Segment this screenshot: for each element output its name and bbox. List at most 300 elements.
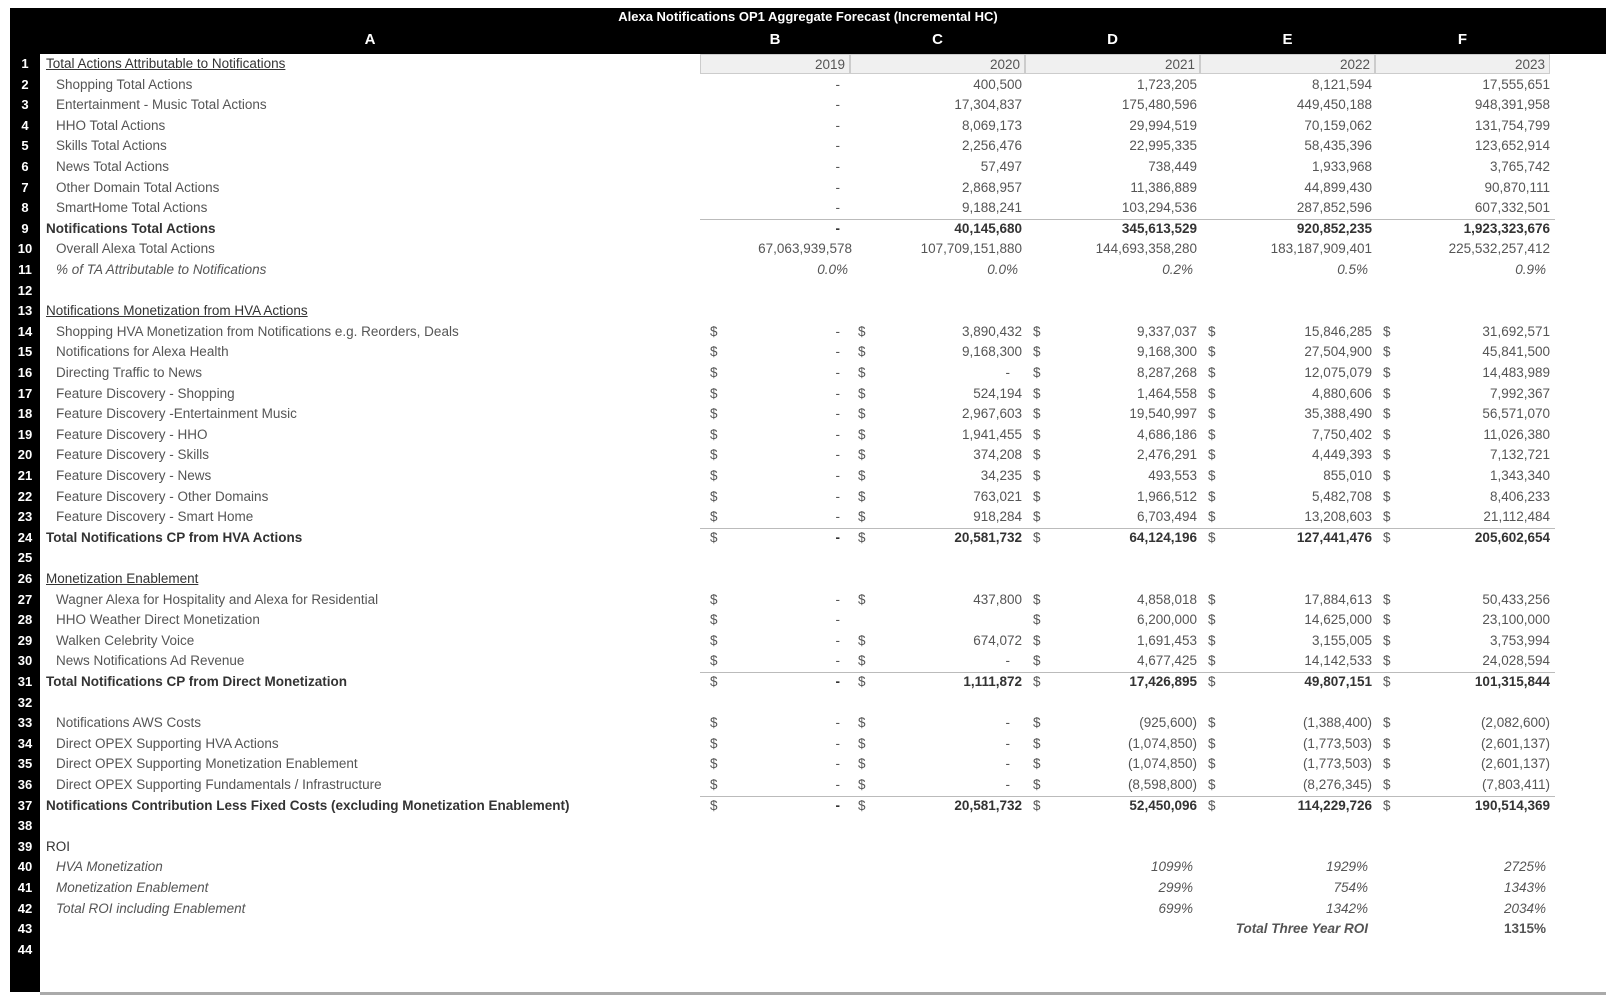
value-cell[interactable]: 9,168,300	[961, 344, 1022, 360]
value-cell[interactable]: 114,229,726	[1297, 797, 1372, 813]
column-header-f[interactable]: F	[1457, 31, 1468, 48]
row-number[interactable]: 30	[17, 653, 33, 669]
value-cell[interactable]: -	[835, 220, 840, 236]
row-label[interactable]: ROI	[46, 838, 71, 854]
value-cell[interactable]: -	[835, 323, 840, 339]
row-label[interactable]: Feature Discovery -Entertainment Music	[56, 406, 297, 422]
value-cell[interactable]: 1099%	[1150, 859, 1193, 875]
row-label[interactable]: Notifications Monetization from HVA Actions	[46, 303, 308, 319]
value-cell[interactable]: 11,386,889	[1130, 179, 1197, 195]
row-label[interactable]: Wagner Alexa for Hospitality and Alexa for Residential	[56, 591, 379, 607]
value-cell[interactable]: 90,870,111	[1484, 179, 1550, 195]
value-cell[interactable]: 225,532,257,412	[1448, 241, 1550, 257]
value-cell[interactable]: 40,145,680	[954, 220, 1022, 236]
value-cell[interactable]: -	[835, 179, 840, 195]
currency-symbol: $	[710, 468, 718, 483]
value-cell[interactable]: 0.2%	[1162, 262, 1193, 277]
value-cell[interactable]: -	[835, 406, 840, 422]
row-number[interactable]: 12	[17, 282, 33, 298]
value-cell[interactable]: (925,600)	[1139, 715, 1197, 731]
row-label[interactable]: Shopping Total Actions	[56, 76, 193, 92]
currency-symbol: $	[1033, 612, 1041, 628]
value-cell[interactable]: 5,482,708	[1311, 488, 1372, 504]
value-cell[interactable]: 144,693,358,280	[1095, 241, 1197, 257]
value-cell[interactable]: 24,028,594	[1482, 653, 1550, 669]
table-row	[10, 54, 1606, 75]
value-cell[interactable]: 855,010	[1323, 468, 1372, 483]
value-cell[interactable]: 8,121,594	[1311, 76, 1372, 92]
value-cell[interactable]: 400,500	[973, 76, 1022, 92]
year-header-cell[interactable]: 2022	[1200, 54, 1375, 74]
value-cell[interactable]: 754%	[1333, 880, 1368, 895]
currency-symbol: $	[1208, 612, 1216, 628]
row-label[interactable]: Notifications for Alexa Health	[56, 344, 229, 360]
currency-symbol: $	[858, 777, 866, 792]
currency-symbol: $	[1383, 529, 1391, 545]
value-cell[interactable]: 183,187,909,401	[1270, 241, 1372, 257]
row-label[interactable]: Walken Celebrity Voice	[56, 632, 195, 648]
value-cell[interactable]: 699%	[1158, 900, 1193, 916]
value-cell[interactable]: 19,540,997	[1129, 406, 1197, 422]
value-cell[interactable]: 49,807,151	[1304, 674, 1372, 689]
row-number[interactable]: 23	[17, 509, 33, 525]
value-cell[interactable]: 101,315,844	[1474, 674, 1550, 689]
row-label[interactable]: News Notifications Ad Revenue	[56, 653, 245, 669]
row-number[interactable]: 20	[17, 447, 33, 463]
column-header-a[interactable]: A	[364, 31, 376, 48]
column-header-e[interactable]: E	[1282, 31, 1293, 48]
value-cell[interactable]: 3,155,005	[1311, 632, 1372, 648]
row-number[interactable]: 6	[21, 159, 29, 174]
value-cell[interactable]: 127,441,476	[1296, 529, 1372, 545]
row-number[interactable]: 37	[17, 797, 33, 813]
table-row	[10, 796, 1606, 817]
row-label[interactable]: HHO Total Actions	[56, 117, 166, 133]
value-cell[interactable]: 3,890,432	[961, 323, 1022, 339]
currency-symbol: $	[1208, 591, 1216, 607]
row-number[interactable]: 14	[17, 323, 33, 339]
value-cell[interactable]: 70,159,062	[1304, 117, 1372, 133]
row-number[interactable]: 4	[21, 117, 29, 133]
value-cell[interactable]: 1,941,455	[961, 426, 1022, 442]
value-cell[interactable]: (2,601,137)	[1480, 735, 1550, 751]
row-number[interactable]: 7	[21, 179, 29, 195]
value-cell[interactable]: (8,598,800)	[1127, 777, 1197, 792]
currency-symbol: $	[858, 591, 866, 607]
value-cell[interactable]: -	[835, 653, 840, 669]
value-cell[interactable]: 44,899,430	[1304, 179, 1372, 195]
value-cell[interactable]: 1,723,205	[1136, 76, 1197, 92]
value-cell[interactable]: 175,480,596	[1121, 97, 1197, 113]
value-cell[interactable]: -	[835, 447, 840, 463]
value-cell[interactable]: -	[835, 365, 840, 380]
value-cell[interactable]: 29,994,519	[1129, 117, 1197, 133]
value-cell[interactable]: 67,063,939,578	[758, 241, 852, 257]
row-number[interactable]: 36	[17, 777, 33, 792]
table-row	[10, 940, 1606, 961]
row-label[interactable]: Shopping HVA Monetization from Notifications e.g. Reorders, Deals	[56, 323, 459, 339]
row-number[interactable]: 38	[17, 818, 33, 834]
value-cell[interactable]: 2,868,957	[961, 179, 1022, 195]
row-number[interactable]: 8	[21, 200, 29, 216]
row-label[interactable]: Feature Discovery - Other Domains	[56, 488, 269, 504]
row-number[interactable]: 41	[17, 880, 33, 895]
row-label[interactable]: Notifications AWS Costs	[56, 715, 202, 731]
currency-symbol: $	[1208, 797, 1216, 813]
table-row	[10, 837, 1606, 858]
value-cell[interactable]: -	[1005, 735, 1010, 751]
value-cell[interactable]: -	[835, 612, 840, 628]
row-label[interactable]: Other Domain Total Actions	[56, 179, 220, 195]
currency-symbol: $	[858, 653, 866, 669]
value-cell[interactable]: 8,287,268	[1136, 365, 1197, 380]
row-number[interactable]: 2	[21, 76, 29, 92]
value-cell[interactable]: 3,753,994	[1489, 632, 1550, 648]
value-cell[interactable]: (1,074,850)	[1127, 735, 1197, 751]
value-cell[interactable]: 17,304,837	[954, 97, 1022, 113]
row-number[interactable]: 11	[18, 262, 32, 277]
value-cell[interactable]: 1315%	[1503, 921, 1546, 937]
value-cell[interactable]: 52,450,096	[1129, 797, 1197, 813]
value-cell[interactable]: 14,142,533	[1304, 653, 1372, 669]
row-label[interactable]: Directing Traffic to News	[56, 365, 203, 380]
value-cell[interactable]: 131,754,799	[1474, 117, 1550, 133]
value-cell[interactable]: -	[835, 735, 840, 751]
row-label[interactable]: Notifications Contribution Less Fixed Costs (excluding Monetization Enablement)	[46, 797, 570, 813]
value-cell[interactable]: -	[835, 591, 840, 607]
value-cell[interactable]: 920,852,235	[1296, 220, 1372, 236]
row-number[interactable]: 24	[17, 529, 33, 545]
value-cell[interactable]: -	[835, 97, 840, 113]
value-cell[interactable]: 1342%	[1325, 900, 1368, 916]
value-cell[interactable]: -	[835, 756, 840, 772]
currency-symbol: $	[1033, 406, 1041, 422]
row-number[interactable]: 17	[17, 385, 33, 401]
row-label[interactable]: Overall Alexa Total Actions	[56, 241, 215, 257]
value-cell[interactable]: 2725%	[1503, 859, 1546, 875]
value-cell[interactable]: -	[835, 159, 840, 174]
row-label[interactable]: % of TA Attributable to Notifications	[56, 262, 267, 277]
value-cell[interactable]: -	[835, 632, 840, 648]
row-label[interactable]: Feature Discovery - Smart Home	[56, 509, 254, 525]
year-header-cell[interactable]: 2020	[850, 54, 1025, 74]
value-cell[interactable]: 345,613,529	[1121, 220, 1197, 236]
value-cell[interactable]: 20,581,732	[954, 529, 1022, 545]
value-cell[interactable]: 8,406,233	[1489, 488, 1550, 504]
value-cell[interactable]: 1343%	[1503, 880, 1546, 895]
row-number[interactable]: 43	[17, 921, 33, 937]
total-border	[700, 672, 1555, 673]
value-cell[interactable]: -	[835, 777, 840, 792]
currency-symbol: $	[858, 406, 866, 422]
value-cell[interactable]: -	[835, 117, 840, 133]
value-cell[interactable]: (8,276,345)	[1302, 777, 1372, 792]
value-cell[interactable]: (2,082,600)	[1480, 715, 1550, 731]
value-cell[interactable]: 524,194	[973, 385, 1022, 401]
column-header-b[interactable]: B	[769, 31, 781, 48]
row-label[interactable]: SmartHome Total Actions	[56, 200, 208, 216]
table-row	[10, 713, 1606, 734]
row-label[interactable]: HVA Monetization	[56, 859, 163, 875]
value-cell[interactable]: 287,852,596	[1296, 200, 1372, 216]
row-number[interactable]: 25	[17, 550, 33, 566]
row-number[interactable]: 31	[17, 674, 33, 689]
year-header-cell[interactable]: 2021	[1025, 54, 1200, 74]
value-cell[interactable]: (1,773,503)	[1302, 756, 1372, 772]
value-cell[interactable]: 35,388,490	[1304, 406, 1372, 422]
value-cell[interactable]: 1,343,340	[1489, 468, 1550, 483]
value-cell[interactable]: 4,449,393	[1311, 447, 1372, 463]
currency-symbol: $	[858, 797, 866, 813]
currency-symbol: $	[858, 756, 866, 772]
currency-symbol: $	[1208, 653, 1216, 669]
value-cell[interactable]: 9,168,300	[1136, 344, 1197, 360]
value-cell[interactable]: -	[835, 138, 840, 154]
row-label[interactable]: Total Actions Attributable to Notifications	[46, 56, 286, 71]
total-roi-label[interactable]: Total Three Year ROI	[1235, 921, 1368, 937]
row-number[interactable]: 16	[17, 365, 33, 380]
value-cell[interactable]: -	[835, 674, 840, 689]
value-cell[interactable]: (1,074,850)	[1127, 756, 1197, 772]
value-cell[interactable]: 34,235	[980, 468, 1022, 483]
year-header-cell[interactable]: 2023	[1375, 54, 1550, 74]
value-cell[interactable]: 15,846,285	[1304, 323, 1372, 339]
value-cell[interactable]: 190,514,369	[1474, 797, 1550, 813]
value-cell[interactable]: 0.0%	[987, 262, 1018, 277]
currency-symbol: $	[1208, 365, 1216, 380]
value-cell[interactable]: 9,188,241	[961, 200, 1022, 216]
value-cell[interactable]: -	[835, 76, 840, 92]
row-label[interactable]: Notifications Total Actions	[46, 220, 216, 236]
value-cell[interactable]: 674,072	[973, 632, 1022, 648]
row-number[interactable]: 32	[17, 694, 33, 710]
value-cell[interactable]: 763,021	[973, 488, 1022, 504]
currency-symbol: $	[858, 426, 866, 442]
currency-symbol: $	[1383, 385, 1391, 401]
value-cell[interactable]: -	[835, 200, 840, 216]
value-cell[interactable]: -	[835, 529, 840, 545]
value-cell[interactable]: 22,995,335	[1129, 138, 1197, 154]
value-cell[interactable]: -	[1005, 715, 1010, 731]
value-cell[interactable]: 57,497	[980, 159, 1022, 174]
row-number[interactable]: 22	[17, 488, 33, 504]
row-number[interactable]: 13	[17, 303, 33, 319]
row-label[interactable]: Direct OPEX Supporting Fundamentals / Infrastructure	[56, 777, 382, 792]
value-cell[interactable]: 12,075,079	[1304, 365, 1372, 380]
value-cell[interactable]: 31,692,571	[1482, 323, 1550, 339]
row-label[interactable]: Feature Discovery - HHO	[56, 426, 208, 442]
value-cell[interactable]: 11,026,380	[1483, 426, 1550, 442]
currency-symbol: $	[710, 735, 718, 751]
row-label[interactable]: Direct OPEX Supporting HVA Actions	[56, 735, 279, 751]
value-cell[interactable]: -	[835, 509, 840, 525]
value-cell[interactable]: 1929%	[1325, 859, 1368, 875]
row-number[interactable]: 44	[17, 941, 33, 957]
value-cell[interactable]: 299%	[1158, 880, 1193, 895]
value-cell[interactable]: 23,100,000	[1482, 612, 1550, 628]
value-cell[interactable]: -	[1005, 653, 1010, 669]
value-cell[interactable]: (1,773,503)	[1302, 735, 1372, 751]
value-cell[interactable]: 2,476,291	[1136, 447, 1197, 463]
value-cell[interactable]: 20,581,732	[954, 797, 1022, 813]
column-header-d[interactable]: D	[1107, 31, 1118, 48]
row-number[interactable]: 3	[21, 97, 29, 113]
value-cell[interactable]: 1,923,323,676	[1463, 220, 1550, 236]
value-cell[interactable]: -	[835, 797, 840, 813]
row-label[interactable]: Total Notifications CP from Direct Monetization	[46, 674, 348, 689]
currency-symbol: $	[858, 468, 866, 483]
value-cell[interactable]: 4,858,018	[1136, 591, 1197, 607]
value-cell[interactable]: -	[1005, 777, 1010, 792]
row-number[interactable]: 27	[17, 591, 33, 607]
value-cell[interactable]: 17,555,651	[1482, 76, 1550, 92]
row-label[interactable]: Feature Discovery - Shopping	[56, 385, 235, 401]
row-label[interactable]: News Total Actions	[56, 159, 170, 174]
value-cell[interactable]: 2034%	[1503, 900, 1546, 916]
value-cell[interactable]: 918,284	[973, 509, 1022, 525]
value-cell[interactable]: (1,388,400)	[1302, 715, 1372, 731]
value-cell[interactable]: (7,803,411)	[1481, 777, 1550, 792]
value-cell[interactable]: 205,602,654	[1474, 529, 1550, 545]
value-cell[interactable]: 1,464,558	[1136, 385, 1197, 401]
value-cell[interactable]: 4,880,606	[1311, 385, 1372, 401]
value-cell[interactable]: 21,112,484	[1483, 509, 1550, 525]
value-cell[interactable]: 17,884,613	[1304, 591, 1372, 607]
value-cell[interactable]: 2,256,476	[961, 138, 1022, 154]
value-cell[interactable]: 3,765,742	[1489, 159, 1550, 174]
value-cell[interactable]: 9,337,037	[1136, 323, 1197, 339]
value-cell[interactable]: -	[1005, 756, 1010, 772]
row-number[interactable]: 1	[21, 56, 29, 71]
value-cell[interactable]: 13,208,603	[1304, 509, 1372, 525]
value-cell[interactable]: 103,294,536	[1121, 200, 1197, 216]
value-cell[interactable]: 449,450,188	[1296, 97, 1372, 113]
row-number[interactable]: 42	[17, 900, 33, 916]
currency-symbol: $	[710, 797, 718, 813]
total-border	[700, 796, 1555, 797]
currency-symbol: $	[1208, 468, 1216, 483]
sheet-bottom-border	[40, 992, 1606, 995]
row-label[interactable]: Monetization Enablement	[56, 880, 209, 895]
row-label[interactable]: Total ROI including Enablement	[56, 900, 246, 916]
row-number[interactable]: 39	[17, 838, 33, 854]
value-cell[interactable]: 56,571,070	[1482, 406, 1550, 422]
value-cell[interactable]: 0.9%	[1515, 262, 1546, 277]
value-cell[interactable]: 7,992,367	[1489, 385, 1550, 401]
value-cell[interactable]: 123,652,914	[1474, 138, 1550, 154]
value-cell[interactable]: 1,966,512	[1136, 488, 1197, 504]
value-cell[interactable]: 7,750,402	[1311, 426, 1372, 442]
row-label[interactable]: HHO Weather Direct Monetization	[56, 612, 260, 628]
value-cell[interactable]: -	[835, 715, 840, 731]
row-number[interactable]: 26	[17, 571, 33, 586]
currency-symbol: $	[1383, 468, 1391, 483]
value-cell[interactable]: 8,069,173	[961, 117, 1022, 133]
value-cell[interactable]: -	[835, 488, 840, 504]
table-row	[10, 384, 1606, 405]
currency-symbol: $	[1033, 632, 1041, 648]
value-cell[interactable]: 948,391,958	[1474, 97, 1550, 113]
row-label[interactable]: Feature Discovery - Skills	[56, 447, 210, 463]
value-cell[interactable]: 27,504,900	[1304, 344, 1372, 360]
value-cell[interactable]: -	[1005, 365, 1010, 380]
row-label[interactable]: Total Notifications CP from HVA Actions	[46, 529, 303, 545]
value-cell[interactable]: -	[835, 385, 840, 401]
value-cell[interactable]: 14,625,000	[1304, 612, 1372, 628]
table-row	[10, 878, 1606, 899]
value-cell[interactable]: 0.5%	[1337, 262, 1368, 277]
value-cell[interactable]: 45,841,500	[1482, 344, 1550, 360]
row-number[interactable]: 40	[17, 859, 33, 875]
row-label[interactable]: Feature Discovery - News	[56, 468, 212, 483]
value-cell[interactable]: 607,332,501	[1474, 200, 1550, 216]
value-cell[interactable]: 6,200,000	[1136, 612, 1197, 628]
row-label[interactable]: Skills Total Actions	[56, 138, 167, 154]
row-number[interactable]: 18	[17, 406, 33, 422]
value-cell[interactable]: 7,132,721	[1489, 447, 1550, 463]
value-cell[interactable]: 4,677,425	[1136, 653, 1197, 669]
value-cell[interactable]: 374,208	[973, 447, 1022, 463]
value-cell[interactable]: 437,800	[973, 591, 1022, 607]
row-number[interactable]: 33	[17, 715, 33, 731]
value-cell[interactable]: 14,483,989	[1482, 365, 1550, 380]
value-cell[interactable]: 1,111,872	[963, 674, 1022, 689]
currency-symbol: $	[1208, 715, 1216, 731]
row-number[interactable]: 21	[17, 468, 33, 483]
currency-symbol: $	[1208, 509, 1216, 525]
value-cell[interactable]: 2,967,603	[961, 406, 1022, 422]
row-number[interactable]: 34	[17, 735, 33, 751]
value-cell[interactable]: (2,601,137)	[1480, 756, 1550, 772]
row-label[interactable]: Direct OPEX Supporting Monetization Enablement	[56, 756, 358, 772]
value-cell[interactable]: -	[835, 426, 840, 442]
column-header-c[interactable]: C	[932, 31, 943, 48]
value-cell[interactable]: 50,433,256	[1482, 591, 1550, 607]
row-label[interactable]: Entertainment - Music Total Actions	[56, 97, 267, 113]
row-number[interactable]: 10	[17, 241, 33, 257]
value-cell[interactable]: 64,124,196	[1129, 529, 1197, 545]
currency-symbol: $	[1383, 509, 1391, 525]
value-cell[interactable]: 493,553	[1148, 468, 1197, 483]
value-cell[interactable]: -	[835, 344, 840, 360]
value-cell[interactable]: 6,703,494	[1136, 509, 1197, 525]
row-label[interactable]: Monetization Enablement	[46, 571, 199, 586]
row-number[interactable]: 9	[21, 220, 29, 236]
value-cell[interactable]: 17,426,895	[1129, 674, 1197, 689]
value-cell[interactable]: 107,709,151,880	[920, 241, 1022, 257]
row-number[interactable]: 5	[21, 138, 29, 154]
value-cell[interactable]: 0.0%	[817, 262, 848, 277]
table-row	[10, 75, 1606, 96]
row-number[interactable]: 15	[17, 344, 33, 360]
row-number[interactable]: 28	[17, 612, 33, 628]
row-number[interactable]: 35	[17, 756, 33, 772]
table-row	[10, 281, 1606, 302]
value-cell[interactable]: 1,691,453	[1136, 632, 1197, 648]
row-number[interactable]: 29	[17, 632, 33, 648]
value-cell[interactable]: 4,686,186	[1136, 426, 1197, 442]
value-cell[interactable]: 58,435,396	[1304, 138, 1372, 154]
total-border	[700, 528, 1555, 529]
currency-symbol: $	[1208, 406, 1216, 422]
currency-symbol: $	[1383, 488, 1391, 504]
currency-symbol: $	[710, 756, 718, 772]
value-cell[interactable]: -	[835, 468, 840, 483]
row-number[interactable]: 19	[17, 426, 33, 442]
value-cell[interactable]: 738,449	[1148, 159, 1197, 174]
year-header-cell[interactable]: 2019	[700, 54, 850, 74]
value-cell[interactable]: 1,933,968	[1311, 159, 1372, 174]
